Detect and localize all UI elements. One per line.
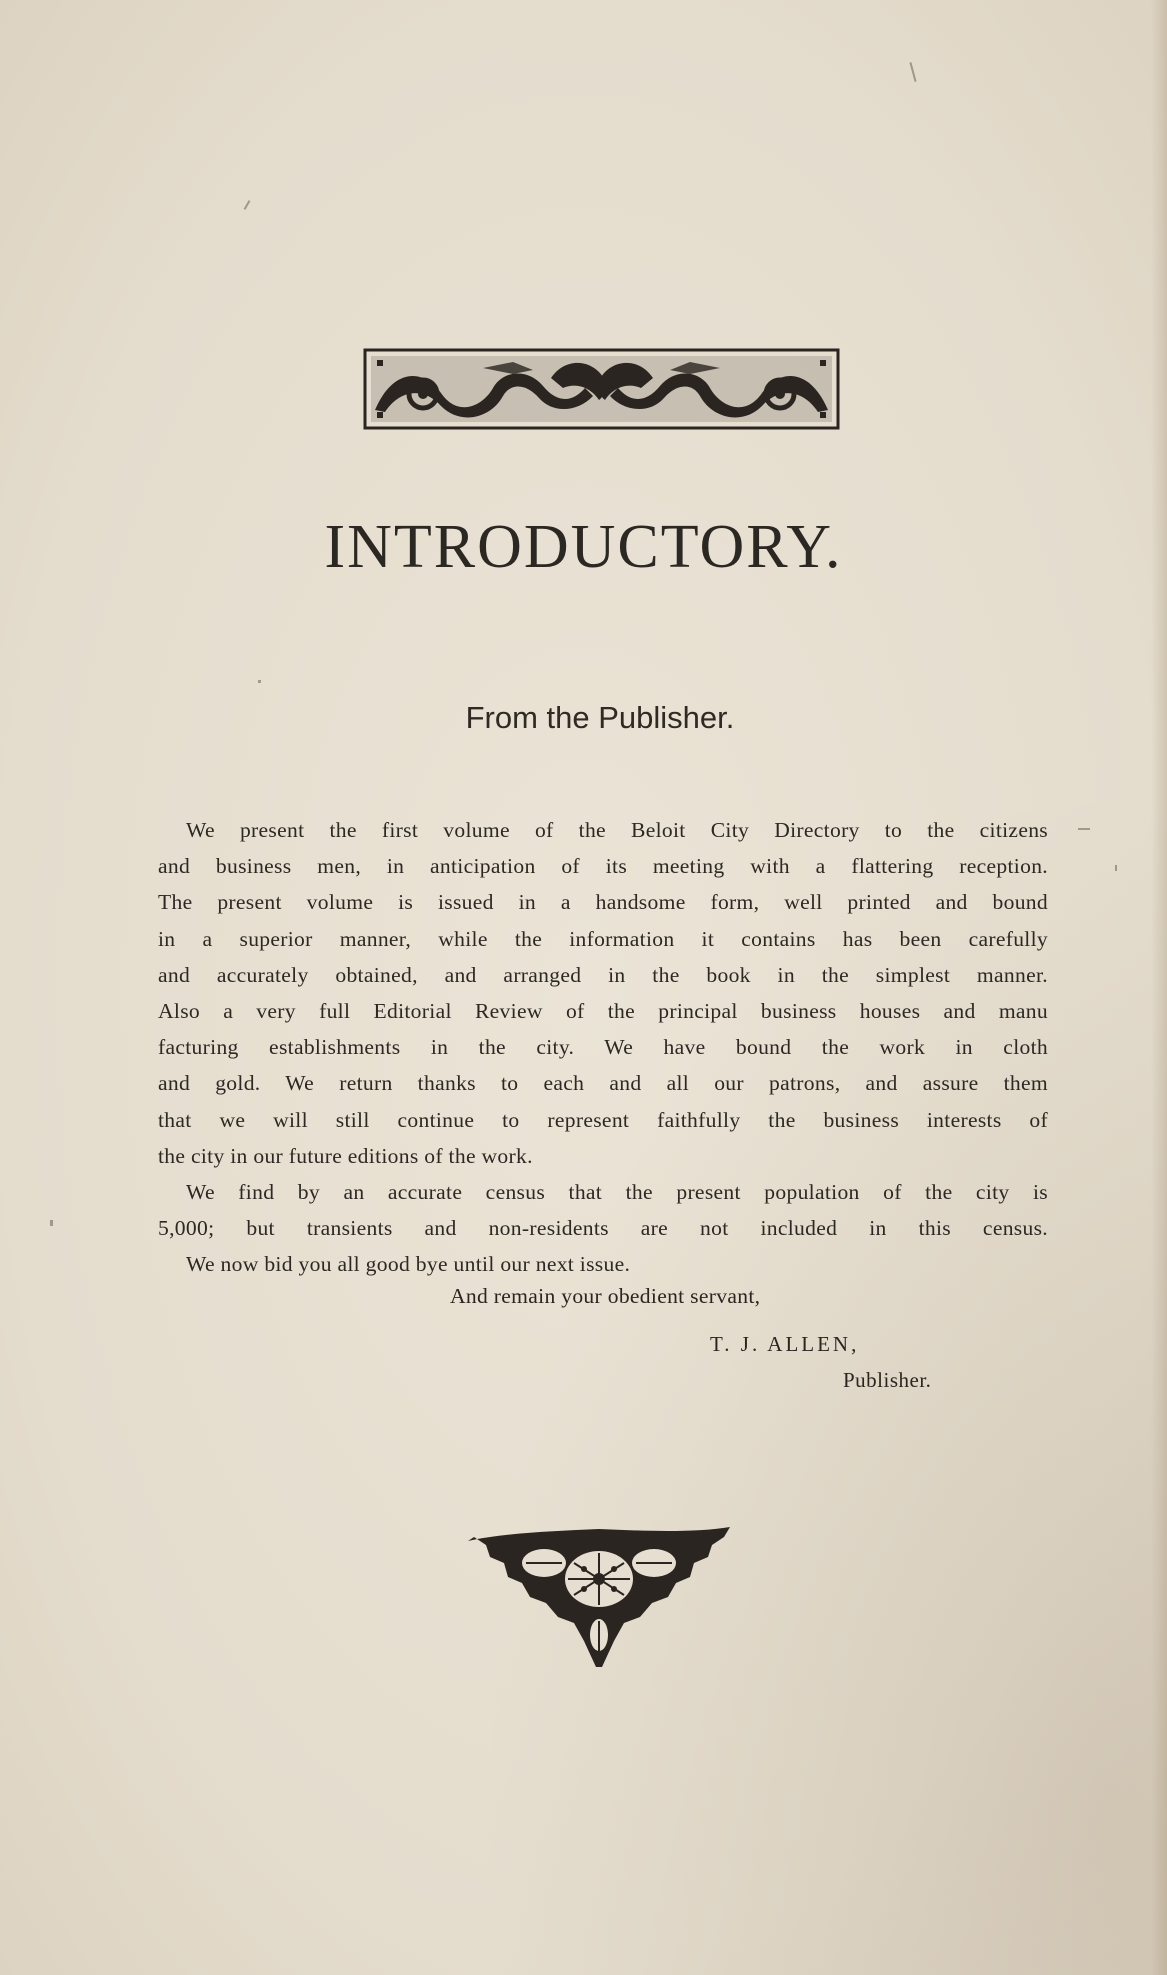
body-line: We now bid you all good bye until our next issue. xyxy=(186,1252,631,1277)
body-line: The present volume is issued in a handsome form, well printed and bound xyxy=(158,890,1048,915)
paper-speck xyxy=(1078,828,1090,830)
decorative-tailpiece-icon xyxy=(464,1523,734,1673)
body-line: the city in our future editions of the work. xyxy=(158,1143,533,1168)
body-line: and business men, in anticipation of its meeting with a flattering reception. xyxy=(158,854,1048,879)
body-line: and gold. We return thanks to each and all our patrons, and assure them xyxy=(158,1071,1048,1096)
body-line: Also a very full Editorial Review of the principal business houses and manu xyxy=(158,999,1048,1024)
body-line: 5,000; but transients and non-residents are not included in this census. xyxy=(158,1216,1048,1241)
paper-speck xyxy=(1115,865,1117,871)
signature: T. J. ALLEN, xyxy=(710,1332,860,1356)
paper-speck xyxy=(909,62,916,82)
body-line: We find by an accurate census that the present population of the city is xyxy=(186,1180,1048,1205)
paper-speck xyxy=(244,200,251,210)
closing-line: And remain your obedient servant, xyxy=(450,1284,761,1308)
body-line: facturing establishments in the city. We have bound the work in cloth xyxy=(158,1035,1048,1060)
decorative-headpiece-icon xyxy=(363,348,840,430)
body-text xyxy=(158,812,1048,1283)
signature-role: Publisher. xyxy=(843,1368,932,1392)
body-line: and accurately obtained, and arranged in the book in the simplest manner. xyxy=(158,962,1048,987)
page-edge-shadow xyxy=(1151,0,1167,1975)
body-line: in a superior manner, while the information it contains has been carefully xyxy=(158,926,1048,951)
body-line: that we will still continue to represent faithfully the business interests of xyxy=(158,1107,1048,1132)
page-subtitle: From the Publisher. xyxy=(465,700,735,735)
paper-speck xyxy=(50,1220,53,1226)
page-title: INTRODUCTORY. xyxy=(324,513,843,581)
body-line: We present the first volume of the Beloit City Directory to the citizens xyxy=(186,818,1048,842)
paper-speck xyxy=(258,680,261,683)
